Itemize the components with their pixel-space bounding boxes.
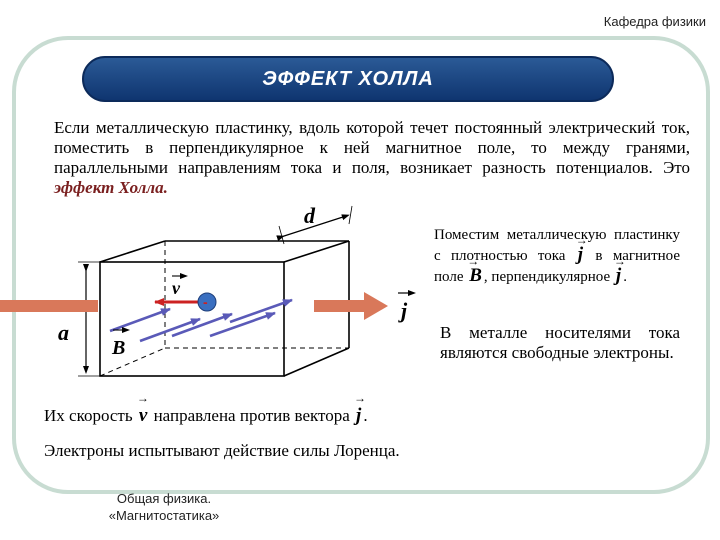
footer-line1: Общая физика. <box>116 491 212 506</box>
hall-plate-diagram <box>0 196 430 386</box>
slide-title-banner <box>82 56 614 102</box>
intro-paragraph <box>54 118 690 198</box>
current-arrow-out-head <box>364 292 388 320</box>
speed-text-part3: . <box>363 406 368 425</box>
footer-line2: «Магнитостатика» <box>108 508 220 523</box>
label-a: a <box>58 320 69 345</box>
right-text-part2: в магнитное поле <box>434 248 680 285</box>
electron-charge-sign: - <box>203 294 208 310</box>
footer-course <box>84 490 244 524</box>
speed-direction-line <box>44 405 368 427</box>
speed-text-part1: Их скорость <box>44 406 137 425</box>
right-description <box>434 226 680 287</box>
carriers-text: В металле носителями тока являются свободные электроны. <box>440 323 680 362</box>
right-text-part1: Поместим металлическую пластинку с плотностью тока <box>434 227 680 264</box>
right-text-part4: . <box>623 269 627 285</box>
label-d: d <box>304 203 315 228</box>
department-label: Кафедра физики <box>603 14 706 29</box>
intro-text: Если металлическую пластинку, вдоль которой течет постоянный электрический ток, поместить в перпендикулярное к ней магнитное поле, то между гранями, параллельными направлениям тока и поля, возникает разность потенциалов. Это <box>54 118 690 177</box>
plate-box <box>100 241 349 376</box>
v-symbol: → v <box>137 405 149 427</box>
hall-effect-term: эффект Холла. <box>54 178 168 197</box>
b-symbol: → B <box>467 266 484 285</box>
slide-title: ЭФФЕКТ ХОЛЛА <box>262 67 434 90</box>
speed-text-part2: направлена против вектора <box>149 406 355 425</box>
current-arrow-out-shaft <box>314 300 364 312</box>
lorentz-force-line: Электроны испытывают действие силы Лоренца. <box>44 441 400 460</box>
current-arrow-in <box>0 300 98 312</box>
label-v: v <box>172 278 180 298</box>
j-symbol-3: → j <box>354 405 363 427</box>
label-j-current: j <box>401 298 408 323</box>
label-B: B <box>112 337 126 359</box>
j-symbol: → j <box>576 245 585 264</box>
j-symbol-2: → j <box>614 266 623 285</box>
right-text-part3: , перпендикулярное <box>483 269 614 285</box>
